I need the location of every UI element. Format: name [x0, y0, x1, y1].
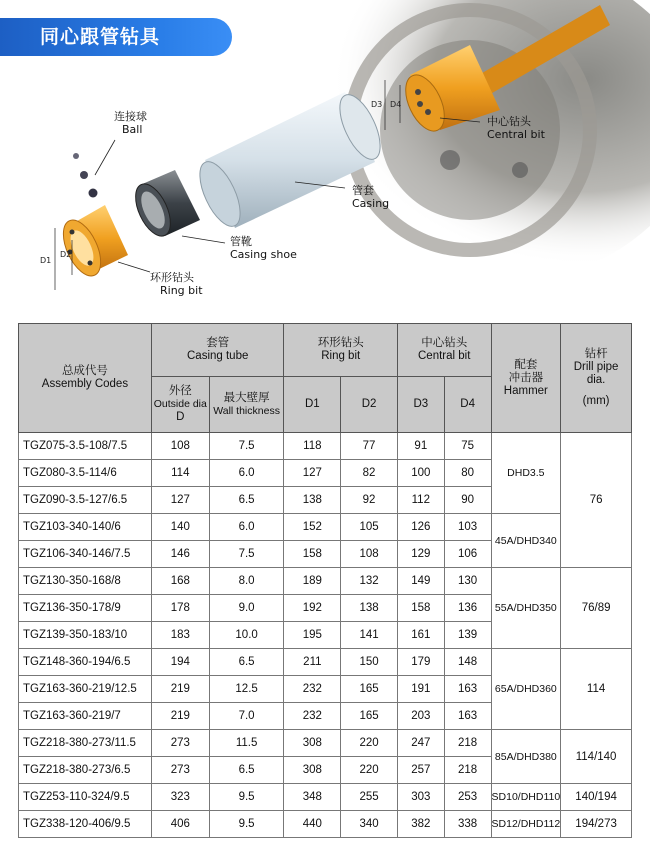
dim-d1-label: D1 [40, 256, 52, 265]
ring-bit-label-en: Ring bit [160, 284, 203, 297]
d1-cell: 158 [284, 541, 341, 568]
assembly-code-cell: TGZ130-350-168/8 [19, 568, 152, 595]
wt-cell: 6.5 [209, 757, 284, 784]
assembly-code-cell: TGZ218-380-273/11.5 [19, 730, 152, 757]
casing-shoe-label-en: Casing shoe [230, 248, 297, 261]
hammer-cell: SD10/DHD110 [491, 784, 561, 811]
d4-cell: 338 [444, 811, 491, 838]
assembly-code-cell: TGZ218-380-273/6.5 [19, 757, 152, 784]
drill-pipe-cell: 76 [561, 433, 632, 568]
wt-cell: 8.0 [209, 568, 284, 595]
wt-cell: 6.5 [209, 649, 284, 676]
dim-d2-label: D2 [60, 250, 72, 259]
d2-cell: 150 [341, 649, 398, 676]
d3-cell: 257 [397, 757, 444, 784]
assembly-code-cell: TGZ253-110-324/9.5 [19, 784, 152, 811]
d2-cell: 340 [341, 811, 398, 838]
header-d4: D4 [444, 377, 491, 433]
drill-pipe-cell: 114/140 [561, 730, 632, 784]
od-cell: 219 [151, 703, 209, 730]
d4-cell: 163 [444, 703, 491, 730]
d4-cell: 218 [444, 730, 491, 757]
ball-label-cn: 连接球 [114, 110, 147, 123]
header-drill-en1: Drill pipe [573, 361, 619, 373]
d4-cell: 90 [444, 487, 491, 514]
table-row [19, 730, 632, 757]
od-cell: 168 [151, 568, 209, 595]
table-row [19, 514, 632, 541]
d1-cell: 152 [284, 514, 341, 541]
d4-cell: 80 [444, 460, 491, 487]
d1-cell: 440 [284, 811, 341, 838]
header-d3: D3 [397, 377, 444, 433]
d2-cell: 105 [341, 514, 398, 541]
header-assembly-cn: 总成代号 [61, 365, 108, 377]
d2-cell: 77 [341, 433, 398, 460]
header-casing-en: Casing tube [187, 350, 249, 362]
d3-cell: 149 [397, 568, 444, 595]
header-ring-bit [284, 324, 397, 377]
dim-d3-label: D3 [371, 100, 383, 109]
d4-cell: 130 [444, 568, 491, 595]
ring-bit-graphic [56, 205, 128, 282]
d4-cell: 218 [444, 757, 491, 784]
assembly-code-cell: TGZ136-350-178/9 [19, 595, 152, 622]
hammer-cell: SD12/DHD112 [491, 811, 561, 838]
d4-cell: 139 [444, 622, 491, 649]
wt-cell: 9.5 [209, 811, 284, 838]
drill-pipe-cell: 140/194 [561, 784, 632, 811]
assembly-code-cell: TGZ090-3.5-127/6.5 [19, 487, 152, 514]
d4-cell: 253 [444, 784, 491, 811]
wt-cell: 6.5 [209, 487, 284, 514]
ring-bit-callout [150, 271, 203, 297]
assembly-code-cell: TGZ139-350-183/10 [19, 622, 152, 649]
header-central-en: Central bit [418, 350, 471, 362]
header-ring-en: Ring bit [321, 350, 361, 362]
page-title: 同心跟管钻具 [0, 18, 232, 56]
d1-cell: 192 [284, 595, 341, 622]
drill-pipe-cell: 114 [561, 649, 632, 730]
od-cell: 146 [151, 541, 209, 568]
d2-cell: 132 [341, 568, 398, 595]
d1-cell: 308 [284, 730, 341, 757]
d3-cell: 382 [397, 811, 444, 838]
d3-cell: 91 [397, 433, 444, 460]
od-cell: 140 [151, 514, 209, 541]
assembly-code-cell: TGZ148-360-194/6.5 [19, 649, 152, 676]
assembly-code-cell: TGZ163-360-219/7 [19, 703, 152, 730]
od-cell: 178 [151, 595, 209, 622]
d1-cell: 232 [284, 676, 341, 703]
d3-cell: 303 [397, 784, 444, 811]
d4-cell: 103 [444, 514, 491, 541]
drill-pipe-cell: 194/273 [561, 811, 632, 838]
wt-cell: 9.0 [209, 595, 284, 622]
d2-cell: 92 [341, 487, 398, 514]
d1-cell: 232 [284, 703, 341, 730]
header-casing-cn: 套管 [206, 337, 230, 349]
dim-d4-label: D4 [390, 100, 402, 109]
header-casing-tube [151, 324, 284, 377]
d2-cell: 138 [341, 595, 398, 622]
table-row [19, 568, 632, 595]
d1-cell: 211 [284, 649, 341, 676]
header-assembly-en: Assembly Codes [41, 378, 129, 390]
hammer-cell: 65A/DHD360 [491, 649, 561, 730]
drill-pipe-cell: 76/89 [561, 568, 632, 649]
d3-cell: 112 [397, 487, 444, 514]
hammer-cell: 85A/DHD380 [491, 730, 561, 784]
central-bit-label-cn: 中心钻头 [487, 115, 531, 128]
d4-cell: 136 [444, 595, 491, 622]
header-central-bit [397, 324, 491, 377]
ball-label-en: Ball [122, 123, 143, 136]
header-d1: D1 [284, 377, 341, 433]
header-drill-cn: 钻杆 [584, 348, 608, 360]
central-bit-callout [487, 115, 545, 141]
od-cell: 219 [151, 676, 209, 703]
d2-cell: 165 [341, 703, 398, 730]
drill-tool-diagram [0, 0, 650, 310]
central-bit-label-en: Central bit [487, 128, 545, 141]
od-cell: 406 [151, 811, 209, 838]
assembly-code-cell: TGZ103-340-140/6 [19, 514, 152, 541]
d2-cell: 220 [341, 730, 398, 757]
header-wt-en: Wall thickness [213, 404, 280, 417]
d1-cell: 348 [284, 784, 341, 811]
od-cell: 114 [151, 460, 209, 487]
header-hammer-cn1: 配套 [514, 358, 538, 371]
d1-cell: 138 [284, 487, 341, 514]
header-wt-cn: 最大壁厚 [223, 391, 270, 404]
wt-cell: 6.0 [209, 514, 284, 541]
wt-cell: 6.0 [209, 460, 284, 487]
casing-shoe-graphic [128, 170, 200, 241]
spec-table-body [19, 433, 632, 838]
header-od-en: Outside dia [153, 398, 207, 410]
d2-cell: 82 [341, 460, 398, 487]
d4-cell: 148 [444, 649, 491, 676]
header-od-cn: 外径 [168, 385, 192, 397]
header-assembly-codes [19, 324, 152, 433]
d1-cell: 118 [284, 433, 341, 460]
ball-callout [114, 110, 147, 136]
d3-cell: 126 [397, 514, 444, 541]
hammer-cell: 55A/DHD350 [491, 568, 561, 649]
header-d2: D2 [341, 377, 398, 433]
assembly-code-cell: TGZ338-120-406/9.5 [19, 811, 152, 838]
assembly-code-cell: TGZ080-3.5-114/6 [19, 460, 152, 487]
diagram-illustration [0, 0, 650, 310]
wt-cell: 7.0 [209, 703, 284, 730]
header-central-cn: 中心钻头 [421, 337, 468, 349]
wt-cell: 7.5 [209, 541, 284, 568]
d4-cell: 163 [444, 676, 491, 703]
d1-cell: 308 [284, 757, 341, 784]
wt-cell: 12.5 [209, 676, 284, 703]
table-row [19, 784, 632, 811]
spec-table [18, 323, 632, 838]
table-row [19, 433, 632, 460]
d3-cell: 161 [397, 622, 444, 649]
d4-cell: 106 [444, 541, 491, 568]
d2-cell: 220 [341, 757, 398, 784]
header-wall-thickness [209, 377, 284, 433]
casing-callout [352, 184, 389, 210]
casing-shoe-label-cn: 管靴 [230, 235, 252, 248]
d3-cell: 247 [397, 730, 444, 757]
d4-cell: 75 [444, 433, 491, 460]
od-cell: 183 [151, 622, 209, 649]
d3-cell: 158 [397, 595, 444, 622]
header-hammer [491, 324, 561, 433]
ball-graphics [73, 153, 98, 198]
header-hammer-en: Hammer [503, 384, 548, 397]
d3-cell: 129 [397, 541, 444, 568]
header-outside-dia [151, 377, 209, 433]
assembly-code-cell: TGZ106-340-146/7.5 [19, 541, 152, 568]
od-cell: 273 [151, 730, 209, 757]
header-ring-cn: 环形钻头 [317, 337, 364, 349]
d2-cell: 165 [341, 676, 398, 703]
casing-shoe-callout [230, 235, 297, 261]
d1-cell: 195 [284, 622, 341, 649]
wt-cell: 7.5 [209, 433, 284, 460]
assembly-code-cell: TGZ075-3.5-108/7.5 [19, 433, 152, 460]
od-cell: 108 [151, 433, 209, 460]
header-drill-pipe [561, 324, 632, 433]
hammer-cell: DHD3.5 [491, 433, 561, 514]
wt-cell: 10.0 [209, 622, 284, 649]
hammer-cell: 45A/DHD340 [491, 514, 561, 568]
table-row [19, 811, 632, 838]
casing-label-cn: 管套 [352, 184, 374, 197]
header-drill-en2: dia. [586, 374, 606, 386]
od-cell: 194 [151, 649, 209, 676]
d2-cell: 108 [341, 541, 398, 568]
d3-cell: 203 [397, 703, 444, 730]
casing-label-en: Casing [352, 197, 390, 210]
d3-cell: 179 [397, 649, 444, 676]
od-cell: 273 [151, 757, 209, 784]
header-hammer-cn2: 冲击器 [508, 371, 544, 384]
d2-cell: 255 [341, 784, 398, 811]
od-cell: 127 [151, 487, 209, 514]
assembly-code-cell: TGZ163-360-219/12.5 [19, 676, 152, 703]
d2-cell: 141 [341, 622, 398, 649]
od-cell: 323 [151, 784, 209, 811]
d3-cell: 100 [397, 460, 444, 487]
d1-cell: 189 [284, 568, 341, 595]
ring-bit-label-cn: 环形钻头 [150, 271, 194, 284]
header-drill-unit: (mm) [582, 395, 610, 407]
wt-cell: 9.5 [209, 784, 284, 811]
header-od-sym: D [176, 411, 185, 423]
d1-cell: 127 [284, 460, 341, 487]
wt-cell: 11.5 [209, 730, 284, 757]
table-row [19, 649, 632, 676]
d3-cell: 191 [397, 676, 444, 703]
